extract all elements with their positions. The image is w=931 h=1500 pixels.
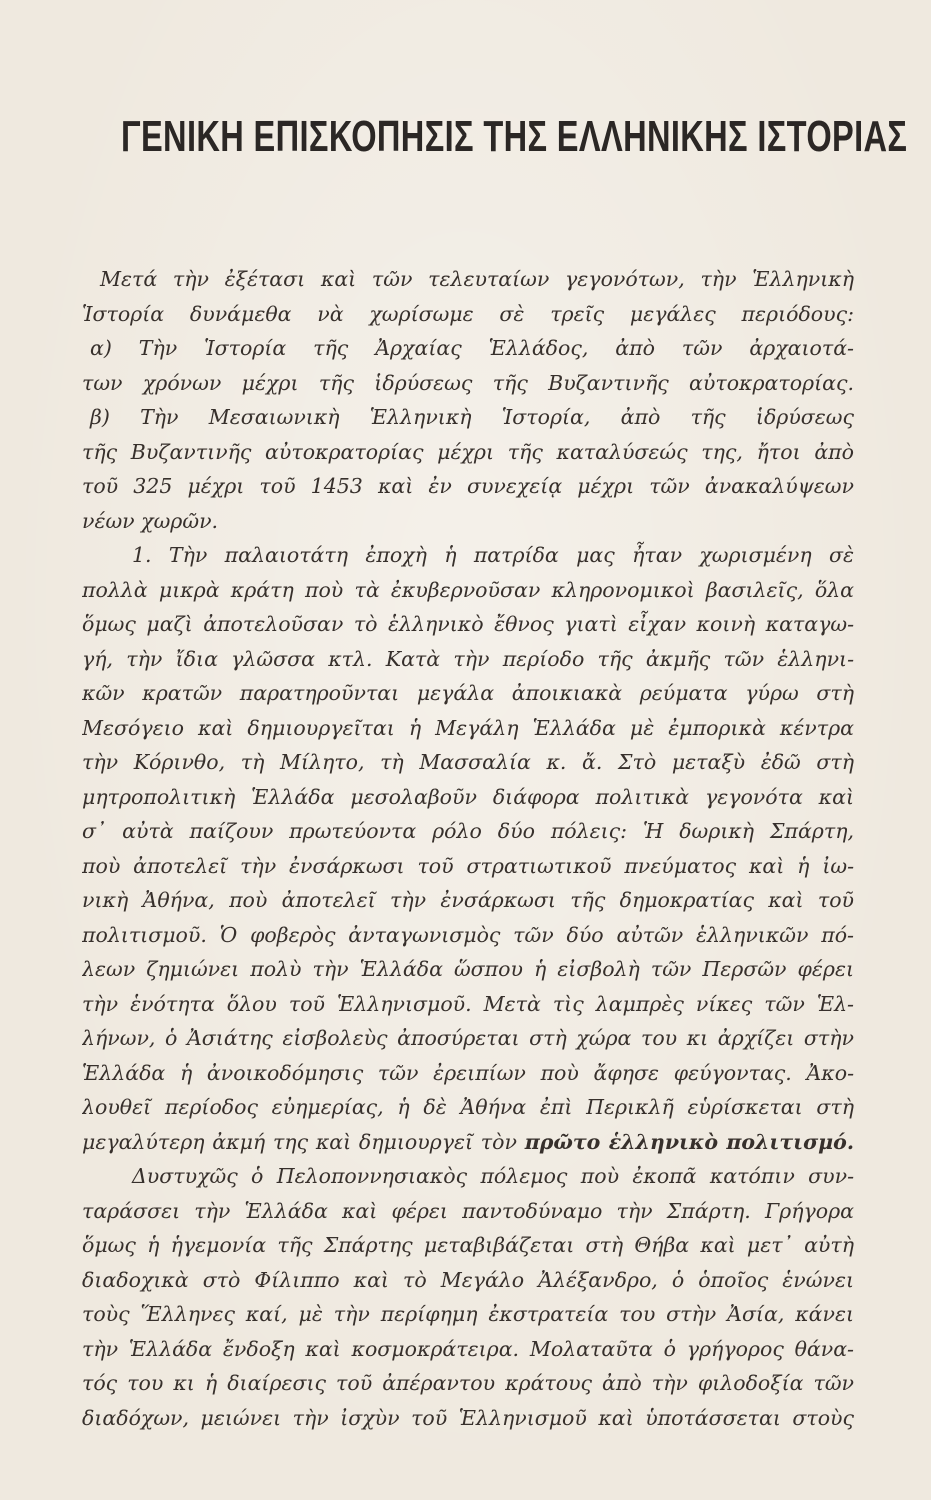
text-line: λουθεῖ περίοδος εὐημερίας, ἡ δὲ Ἀθήνα ἐπὶ Περικλῆ εὑρίσκεται στὴ <box>82 1095 854 1119</box>
text-line: πολλὰ μικρὰ κράτη ποὺ τὰ ἐκυβερνοῦσαν κληρονομικοὶ βασιλεῖς, ὅλα <box>82 577 854 602</box>
text-line: νικὴ Ἀθήνα, ποὺ ἀποτελεῖ τὴν ἐνσάρκωσι τῆς δημοκρατίας καὶ τοῦ <box>82 888 854 912</box>
text-line: πολιτισμοῦ. Ὁ φοβερὸς ἀνταγωνισμὸς τῶν δύο αὐτῶν ἑλληνικῶν πό- <box>82 922 854 947</box>
emphasis-text: πρῶτο ἑλληνικὸ πολιτισμό. <box>524 1129 854 1154</box>
text-line: κῶν κρατῶν παρατηροῦνται μεγάλα ἀποικιακὰ ρεύματα γύρω στὴ <box>82 681 854 705</box>
text-line: τὴν ἑνότητα ὅλου τοῦ Ἑλληνισμοῦ. Μετὰ τὶς λαμπρὲς νίκες τῶν Ἑλ- <box>82 991 854 1016</box>
text-line: α) Τὴν Ἱστορία τῆς Ἀρχαίας Ἑλλάδος, ἀπὸ τῶν ἀρχαιοτά- <box>90 336 854 360</box>
text-line: ταράσσει τὴν Ἑλλάδα καὶ φέρει παντοδύναμο τὴν Σπάρτη. Γρήγορα <box>82 1198 854 1223</box>
text-line: τὴν Κόρινθο, τὴ Μίλητο, τὴ Μασσαλία κ. ἄ. Στὸ μεταξὺ ἐδῶ στὴ <box>82 750 854 774</box>
text-line: λεων ζημιώνει πολὺ τὴν Ἑλλάδα ὥσπου ἡ εἰσβολὴ τῶν Περσῶν φέρει <box>82 957 854 981</box>
text-line: Ἑλλάδα ἡ ἀνοικοδόμησις τῶν ἐρειπίων ποὺ ἄφησε φεύγοντας. Ἀκο- <box>82 1060 854 1085</box>
text-line: γή, τὴν ἴδια γλῶσσα κτλ. Κατὰ τὴν περίοδο τῆς ἀκμῆς τῶν ἑλληνι- <box>82 646 854 671</box>
text-line <box>82 1125 854 1160</box>
text-line: τοῦ 325 μέχρι τοῦ 1453 καὶ ἐν συνεχείᾳ μέχρι τῶν ἀνακαλύψεων <box>82 474 854 498</box>
text-line: διαδόχων, μειώνει τὴν ἰσχὺν τοῦ Ἑλληνισμοῦ καὶ ὑποτάσσεται στοὺς <box>82 1405 854 1430</box>
text-fragment: μεγαλύτερη ἀκμή της καὶ δημιουργεῖ τὸν <box>82 1129 517 1154</box>
text-line: τοὺς Ἕλληνες καί, μὲ τὴν περίφημη ἐκστρατεία του στὴν Ἀσία, κάνει <box>82 1302 854 1326</box>
text-line: τὴν Ἑλλάδα ἔνδοξη καὶ κοσμοκράτειρα. Μολαταῦτα ὁ γρήγορος θάνα- <box>82 1336 854 1361</box>
text-line: ὅμως ἡ ἡγεμονία τῆς Σπάρτης μεταβιβάζεται στὴ Θήβα καὶ μετ᾿ αὐτὴ <box>82 1233 854 1257</box>
text-line: διαδοχικὰ στὸ Φίλιππο καὶ τὸ Μεγάλο Ἀλέξανδρο, ὁ ὁποῖος ἑνώνει <box>82 1267 854 1292</box>
text-line: β) Τὴν Μεσαιωνικὴ Ἑλληνικὴ Ἱστορία, ἀπὸ τῆς ἱδρύσεως <box>90 405 854 429</box>
text-line: Ἱστορία δυνάμεθα νὰ χωρίσωμε σὲ τρεῖς μεγάλες περιόδους: <box>82 301 854 326</box>
page-title: ΓΕΝΙΚΗ ΕΠΙΣΚΟΠΗΣΙΣ ΤΗΣ ΕΛΛΗΝΙΚΗΣ ΙΣΤΟΡΙΑΣ <box>121 112 908 161</box>
text-line: Μεσόγειο καὶ δημιουργεῖται ἡ Μεγάλη Ἑλλάδα μὲ ἐμπορικὰ κέντρα <box>82 715 854 740</box>
text-line: τῆς Βυζαντινῆς αὐτοκρατορίας μέχρι τῆς καταλύσεώς της, ἤτοι ἀπὸ <box>82 439 854 464</box>
text-line: Μετά τὴν ἐξέτασι καὶ τῶν τελευταίων γεγονότων, τὴν Ἑλληνικὴ <box>100 267 854 291</box>
text-line: 1. Τὴν παλαιοτάτη ἐποχὴ ἡ πατρίδα μας ἦταν χωρισμένη σὲ <box>132 543 854 567</box>
text-line: ποὺ ἀποτελεῖ τὴν ἐνσάρκωσι τοῦ στρατιωτικοῦ πνεύματος καὶ ἡ ἰω- <box>82 853 854 878</box>
text-line: νέων χωρῶν. <box>82 508 219 533</box>
body-text <box>82 262 854 1435</box>
text-line: σ᾿ αὐτὰ παίζουν πρωτεύοντα ρόλο δύο πόλεις: Ἡ δωρικὴ Σπάρτη, <box>82 819 854 843</box>
text-line: λήνων, ὁ Ἀσιάτης εἰσβολεὺς ἀποσύρεται στὴ χώρα του κι ἀρχίζει στὴν <box>82 1026 854 1050</box>
text-line: ὅμως μαζὶ ἀποτελοῦσαν τὸ ἑλληνικὸ ἔθνος γιατὶ εἶχαν κοινὴ καταγω- <box>82 612 854 636</box>
text-line: των χρόνων μέχρι τῆς ἱδρύσεως τῆς Βυζαντινῆς αὐτοκρατορίας. <box>82 370 854 395</box>
text-line: Δυστυχῶς ὁ Πελοποννησιακὸς πόλεμος ποὺ ἐκοπᾶ κατόπιν συν- <box>132 1164 854 1188</box>
text-line: τός του κι ἡ διαίρεσις τοῦ ἀπέραντου κράτους ἀπὸ τὴν φιλοδοξία τῶν <box>82 1371 854 1395</box>
text-line: μητροπολιτικὴ Ἑλλάδα μεσολαβοῦν διάφορα πολιτικὰ γεγονότα καὶ <box>82 784 854 809</box>
